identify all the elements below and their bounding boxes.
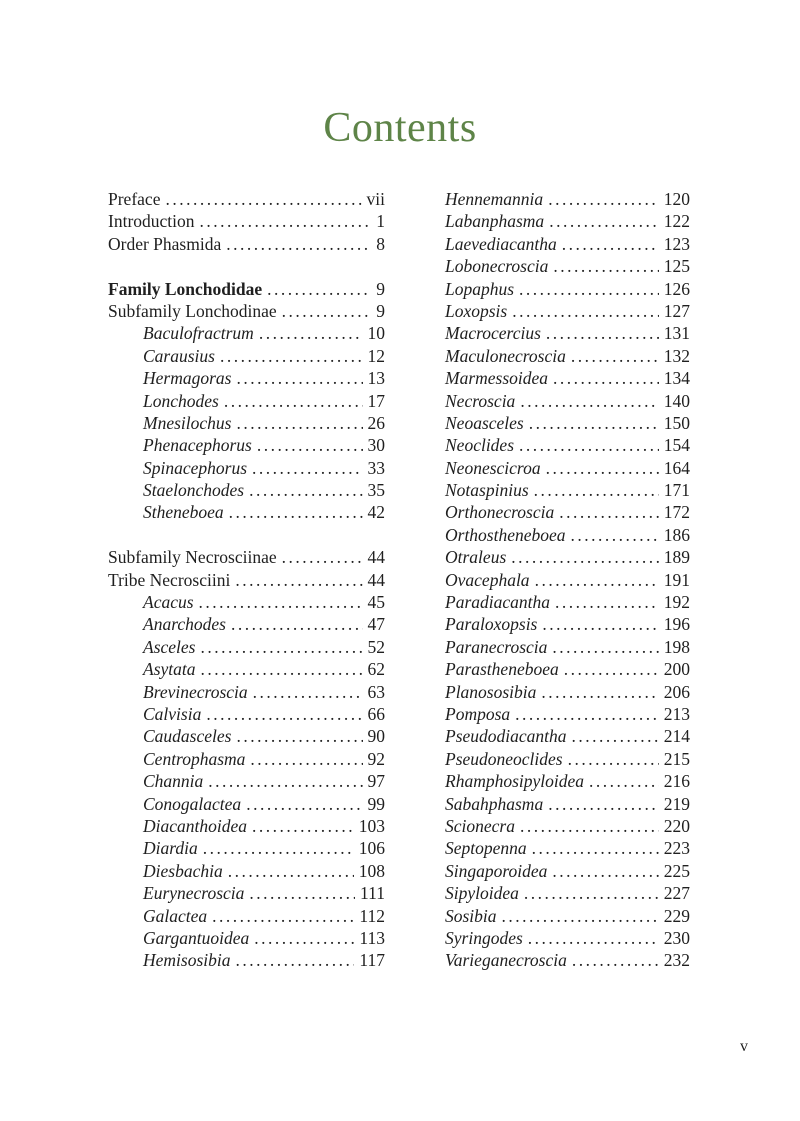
dot-leader [236,412,362,434]
toc-entry-label: Scionecra [445,815,515,836]
toc-entry-row [445,255,690,277]
dot-leader [200,636,362,658]
toc-entry-page-number: 216 [663,771,690,792]
toc-entry-row [108,703,385,725]
dot-leader [535,569,659,591]
toc-entry-row [108,793,385,815]
toc-entry-row [445,725,690,747]
dot-leader [502,905,659,927]
toc-entry-page-number: 47 [367,614,385,635]
toc-entry-page-number: 35 [367,480,385,501]
toc-entry-page-number: 223 [663,838,690,859]
toc-entry-page-number: 63 [367,681,385,702]
toc-entry-row [108,390,385,412]
toc-entry-row [445,882,690,904]
toc-entry-page-number: 12 [367,345,385,366]
dot-leader [257,434,363,456]
toc-entry-label: Diacanthoidea [143,815,248,836]
dot-leader [529,412,659,434]
dot-leader [236,367,362,389]
toc-entry-page-number: 30 [367,435,385,456]
toc-entry-label: Calvisia [143,703,202,724]
toc-entry-label: Sabahphasma [445,793,544,814]
toc-entry-page-number: 33 [367,457,385,478]
toc-entry-page-number: 214 [663,726,690,747]
toc-entry-page-number: 189 [663,547,690,568]
toc-entry-row [108,210,385,232]
toc-entry-row [445,905,690,927]
toc-entry-page-number: 122 [663,211,690,232]
dot-leader [201,658,363,680]
toc-entry-label: Acacus [143,592,194,613]
toc-entry-row [445,524,690,546]
toc-entry-row [445,658,690,680]
toc-entry-label: Subfamily Necrosciinae [108,547,277,568]
toc-entry-page-number: 131 [663,323,690,344]
toc-entry-label: Diesbachia [143,860,223,881]
toc-entry-label: Macrocercius [445,323,541,344]
toc-entry-page-number: 215 [663,748,690,769]
toc-entry-page-number: 172 [663,502,690,523]
dot-leader [206,703,362,725]
toc-entry-page-number: 126 [663,278,690,299]
dot-leader [200,210,372,232]
dot-leader [515,703,659,725]
toc-entry-label: Sipyloidea [445,883,519,904]
dot-leader [541,681,658,703]
toc-entry-row [445,569,690,591]
dot-leader [532,837,659,859]
toc-entry-row [108,345,385,367]
toc-entry-row [445,837,690,859]
toc-entry-row [108,613,385,635]
toc-entry-label: Subfamily Lonchodinae [108,300,277,321]
toc-entry-page-number: 13 [367,368,385,389]
toc-entry-label: Planososibia [445,681,537,702]
toc-entry-label: Asceles [143,636,196,657]
toc-entry-label: Neoasceles [445,412,524,433]
toc-entry-label: Hemisosibia [143,950,231,971]
toc-entry-label: Conogalactea [143,793,242,814]
toc-entry-row [445,300,690,322]
toc-entry-row [108,815,385,837]
toc-entry-row [108,837,385,859]
toc-entry-label: Orthostheneboea [445,524,566,545]
dot-leader [542,613,658,635]
toc-entry-page-number: 97 [367,771,385,792]
dot-leader [571,524,659,546]
toc-entry-label: Laevediacantha [445,233,557,254]
toc-entry-label: Mnesilochus [143,412,232,433]
dot-leader [534,479,659,501]
dot-leader [220,345,363,367]
toc-entry-label: Introduction [108,211,195,232]
toc-entry-label: Brevinecroscia [143,681,248,702]
dot-leader [235,569,362,591]
toc-entry-page-number: 113 [359,927,385,948]
toc-entry-label: Carausius [143,345,215,366]
toc-entry-label: Channia [143,771,204,792]
toc-entry-label: Rhamphosipyloidea [445,771,585,792]
toc-entry-page-number: 103 [358,815,385,836]
toc-entry-label: Loxopsis [445,300,508,321]
toc-entry-row [445,793,690,815]
toc-entry-row [108,367,385,389]
toc-entry-row [445,188,690,210]
toc-entry-row [445,322,690,344]
toc-entry-row [108,546,385,568]
toc-entry-page-number: 42 [367,502,385,523]
toc-entry-label: Sosibia [445,905,497,926]
toc-entry-row [445,390,690,412]
toc-entry-label: Eurynecroscia [143,883,245,904]
toc-entry-row [108,905,385,927]
folio-page-number: v [740,1038,748,1055]
toc-entry-page-number: 52 [367,636,385,657]
toc-entry-label: Syringodes [445,927,523,948]
toc-entry-label: Lonchodes [143,390,219,411]
dot-leader [236,949,355,971]
toc-entry-page-number: 232 [663,950,690,971]
toc-entry-page-number: 8 [376,233,385,254]
dot-leader [519,434,659,456]
dot-leader [520,815,659,837]
toc-entry-row [445,367,690,389]
toc-entry-row [445,949,690,971]
toc-entry-row [108,860,385,882]
toc-entry-page-number: 132 [663,345,690,366]
toc-entry-label: Neoclides [445,435,515,456]
dot-leader [208,770,362,792]
toc-entry-page-number: 92 [367,748,385,769]
dot-leader [282,546,363,568]
toc-entry-label: Centrophasma [143,748,246,769]
toc-entry-page-number: 150 [663,412,690,433]
toc-entry-row [445,479,690,501]
dot-leader [254,927,354,949]
dot-leader [520,390,658,412]
toc-entry-row [445,278,690,300]
toc-entry-label: Tribe Necrosciini [108,569,231,590]
toc-entry-row [108,636,385,658]
dot-leader [548,793,659,815]
toc-entry-label: Order Phasmida [108,233,222,254]
dot-leader [524,882,659,904]
toc-right-column [445,188,690,972]
toc-entry-label: Parastheneboea [445,659,559,680]
toc-entry-row [445,703,690,725]
toc-entry-row [445,860,690,882]
toc-entry-page-number: 186 [663,524,690,545]
toc-entry-row [108,569,385,591]
toc-entry-row [108,479,385,501]
toc-entry-page-number: 9 [376,278,385,299]
dot-leader [228,860,354,882]
toc-entry-page-number: 230 [663,927,690,948]
dot-leader [553,367,659,389]
page-title: Contents [323,105,477,151]
toc-left-column [108,188,385,972]
toc-entry-page-number: 140 [663,390,690,411]
toc-entry-label: Diardia [143,838,198,859]
dot-leader [249,479,362,501]
toc-entry-row [445,636,690,658]
toc-entry-label: Varieganecroscia [445,950,567,971]
toc-entry-page-number: 154 [663,435,690,456]
toc-entry-row [445,591,690,613]
dot-leader [212,905,354,927]
toc-entry-page-number: 26 [367,412,385,433]
toc-entry-label: Notaspinius [445,480,529,501]
toc-entry-page-number: 227 [663,883,690,904]
dot-leader [571,345,659,367]
toc-entry-page-number: 125 [663,256,690,277]
toc-entry-page-number: 206 [663,681,690,702]
dot-leader [252,457,362,479]
toc-entry-row [445,681,690,703]
toc-entry-page-number: 191 [663,569,690,590]
toc-entry-label: Gargantuoidea [143,927,250,948]
toc-entry-row [445,345,690,367]
toc-entry-label: Lopaphus [445,278,515,299]
toc-entry-page-number: 106 [358,838,385,859]
toc-entry-page-number: 220 [663,815,690,836]
toc-entry-label: Marmessoidea [445,368,549,389]
toc-entry-label: Orthonecroscia [445,502,555,523]
dot-leader [562,233,659,255]
dot-leader [203,837,354,859]
toc-entry-row [445,412,690,434]
toc-entry-page-number: 164 [663,457,690,478]
dot-leader [549,210,659,232]
dot-leader [236,725,362,747]
dot-leader [512,300,659,322]
dot-leader [572,725,659,747]
dot-leader [572,949,659,971]
dot-leader [546,457,659,479]
toc-entry-label: Paraloxopsis [445,614,538,635]
toc-entry-row [108,188,385,210]
toc-entry-row [445,434,690,456]
toc-entry-row [108,748,385,770]
dot-leader [252,815,354,837]
toc-entry-row [108,725,385,747]
dot-leader [553,255,658,277]
dot-leader [555,591,659,613]
toc-entry-label: Preface [108,189,161,209]
toc-entry-page-number: 44 [367,547,385,568]
toc-entry-page-number: 196 [663,614,690,635]
toc-entry-page-number: 192 [663,592,690,613]
dot-leader [282,300,372,322]
toc-entry-row [108,412,385,434]
toc-entry-row [108,322,385,344]
toc-entry-label: Paradiacantha [445,592,550,613]
dot-leader [546,322,659,344]
toc-entry-row [445,613,690,635]
toc-entry-row [108,681,385,703]
toc-entry-label: Staelonchodes [143,480,245,501]
toc-entry-page-number: 10 [367,323,385,344]
dot-leader [246,793,362,815]
dot-leader [231,613,363,635]
toc-entry-page-number: 219 [663,793,690,814]
toc-entry-label: Necroscia [445,390,516,411]
dot-leader [519,278,659,300]
dot-leader [250,748,362,770]
toc-entry-page-number: 90 [367,726,385,747]
dot-leader [548,188,659,210]
toc-entry-row [445,501,690,523]
toc-entry-label: Labanphasma [445,211,545,232]
dot-leader [568,748,659,770]
dot-leader [559,501,659,523]
toc-entry-row [445,546,690,568]
toc-entry-page-number: 99 [367,793,385,814]
toc-entry-label: Ovacephala [445,569,530,590]
toc-spacer-row [108,255,385,277]
toc-entry-page-number: 120 [663,189,690,209]
toc-entry-page-number: vii [366,189,385,209]
toc-entry-label: Singaporoidea [445,860,548,881]
toc-entry-page-number: 45 [367,592,385,613]
toc-entry-label: Otraleus [445,547,507,568]
toc-entry-page-number: 112 [359,905,385,926]
toc-entry-row [108,658,385,680]
toc-entry-page-number: 62 [367,659,385,680]
toc-entry-label: Stheneboea [143,502,224,523]
toc-entry-page-number: 225 [663,860,690,881]
toc-entry-row [445,233,690,255]
dot-leader [528,927,659,949]
dot-leader [165,188,361,210]
toc-entry-label: Maculonecroscia [445,345,566,366]
toc-entry-row [445,770,690,792]
toc-entry-row [445,210,690,232]
toc-entry-page-number: 1 [376,211,385,232]
toc-entry-label: Pomposa [445,703,511,724]
toc-entry-page-number: 17 [367,390,385,411]
toc-entry-label: Caudasceles [143,726,232,747]
toc-entry-label: Hermagoras [143,368,232,389]
toc-entry-row [108,927,385,949]
toc-entry-row [108,278,385,300]
toc-entry-row [108,434,385,456]
toc-entry-page-number: 44 [367,569,385,590]
toc-entry-row [108,457,385,479]
toc-entry-row [108,949,385,971]
toc-entry-label: Phenacephorus [143,435,252,456]
dot-leader [229,501,363,523]
toc-entry-label: Family Lonchodidae [108,278,263,299]
dot-leader [259,322,363,344]
toc-entry-label: Anarchodes [143,614,226,635]
toc-entry-row [445,815,690,837]
toc-entry-row [445,748,690,770]
dot-leader [226,233,371,255]
toc-entry-page-number: 229 [663,905,690,926]
toc-entry-page-number: 213 [663,703,690,724]
toc-entry-page-number: 123 [663,233,690,254]
toc-entry-label: Pseudoneoclides [445,748,563,769]
dot-leader [589,770,659,792]
toc-entry-row [108,882,385,904]
dot-leader [564,658,659,680]
toc-entry-page-number: 198 [663,636,690,657]
dot-leader [199,591,363,613]
toc-entry-page-number: 117 [359,950,385,971]
toc-entry-row [108,233,385,255]
toc-entry-row [108,300,385,322]
toc-entry-label: Asytata [143,659,196,680]
toc-entry-page-number: 66 [367,703,385,724]
dot-leader [511,546,659,568]
toc-entry-page-number: 9 [376,300,385,321]
toc-entry-page-number: 108 [358,860,385,881]
toc-entry-label: Galactea [143,905,208,926]
toc-entry-label: Paranecroscia [445,636,548,657]
toc-entry-label: Neonescicroa [445,457,541,478]
dot-leader [253,681,363,703]
toc-entry-row [445,927,690,949]
toc-entry-label: Baculofractrum [143,323,254,344]
toc-entry-row [108,770,385,792]
toc-entry-page-number: 134 [663,368,690,389]
toc-entry-page-number: 111 [360,883,385,904]
toc-entry-label: Spinacephorus [143,457,248,478]
dot-leader [267,278,371,300]
toc-entry-page-number: 127 [663,300,690,321]
dot-leader [552,636,658,658]
toc-entry-label: Lobonecroscia [445,256,549,277]
dot-leader [552,860,658,882]
toc-entry-label: Hennemannia [445,189,544,209]
toc-entry-label: Pseudodiacantha [445,726,567,747]
toc-spacer-row [108,524,385,546]
dot-leader [249,882,355,904]
toc-entry-page-number: 171 [663,480,690,501]
toc-entry-row [445,457,690,479]
toc-entry-label: Septopenna [445,838,527,859]
toc-entry-row [108,591,385,613]
toc-entry-row [108,501,385,523]
dot-leader [224,390,363,412]
toc-entry-page-number: 200 [663,659,690,680]
